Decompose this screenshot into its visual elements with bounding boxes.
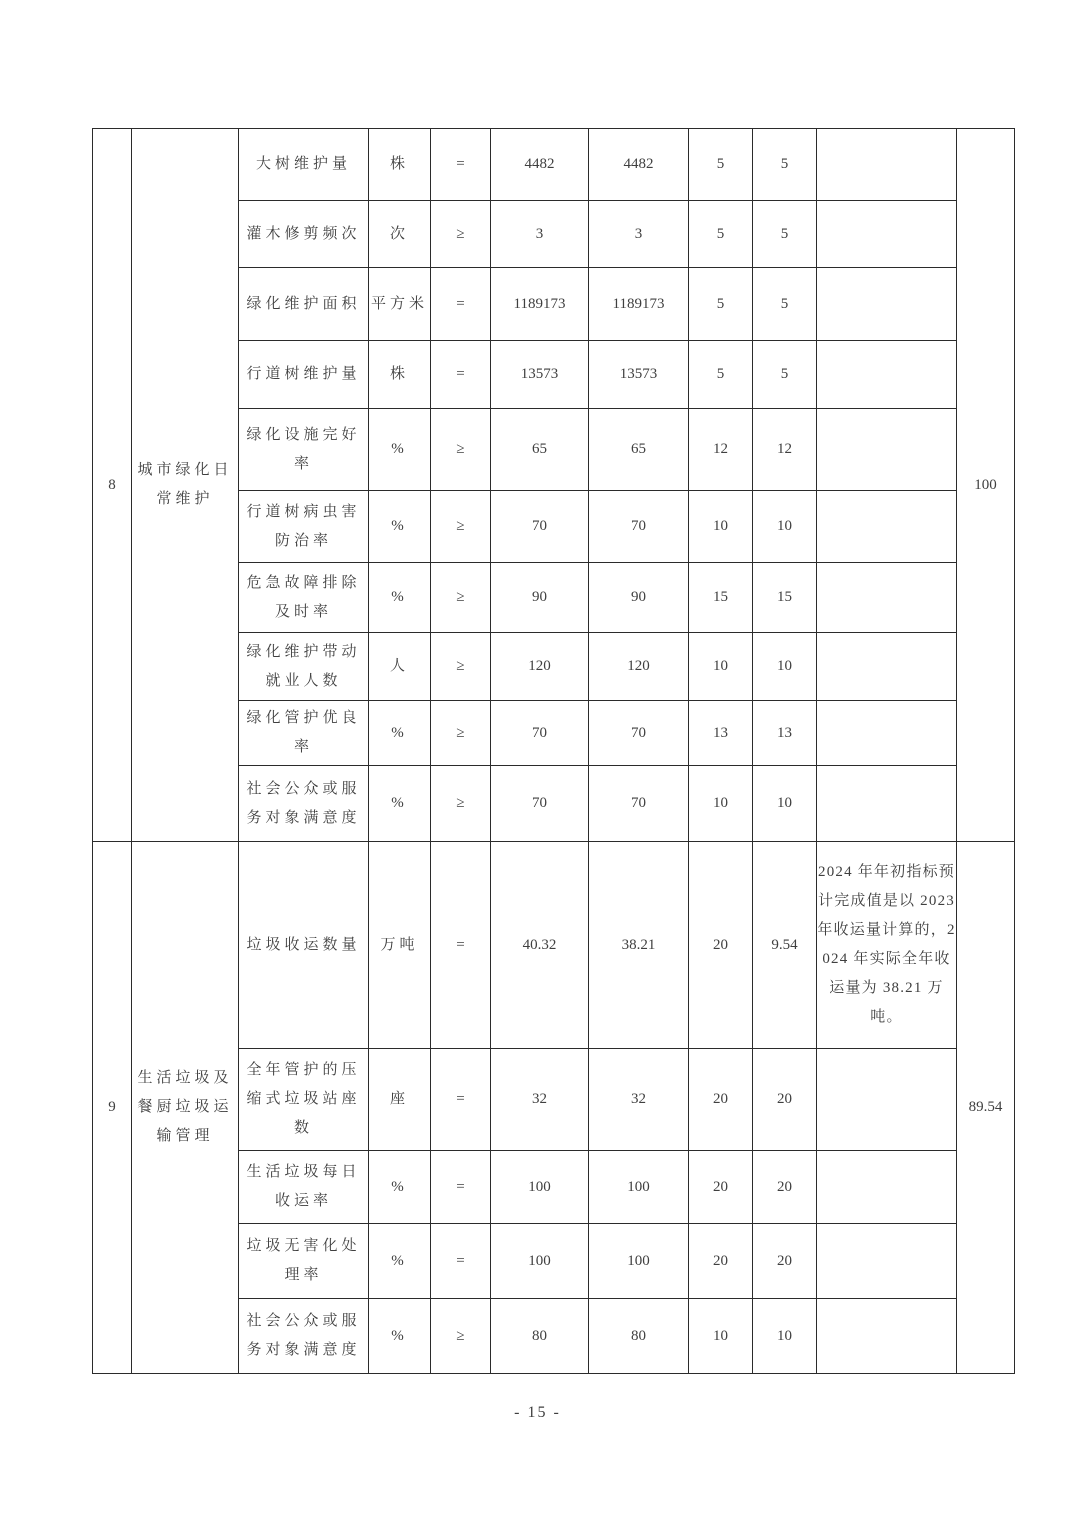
cell-target: 40.32 (491, 842, 589, 1049)
table-row (93, 842, 1015, 1049)
cell-weight: 13 (689, 701, 753, 766)
cell-unit: 万吨 (369, 842, 431, 1049)
cell-target: 70 (491, 701, 589, 766)
cell-score: 10 (753, 1299, 817, 1374)
cell-score: 5 (753, 201, 817, 268)
cell-target: 70 (491, 766, 589, 842)
cell-target: 70 (491, 491, 589, 563)
cell-operator: ≥ (431, 563, 491, 633)
cell-note (817, 129, 957, 201)
cell-project: 城市绿化日常维护 (132, 129, 239, 842)
cell-indicator: 垃圾无害化处理率 (239, 1224, 369, 1299)
cell-weight: 12 (689, 409, 753, 491)
cell-indicator: 绿化设施完好率 (239, 409, 369, 491)
cell-operator: ≥ (431, 409, 491, 491)
cell-score: 5 (753, 341, 817, 409)
cell-operator: = (431, 268, 491, 341)
cell-note (817, 701, 957, 766)
cell-note (817, 1151, 957, 1224)
cell-score: 15 (753, 563, 817, 633)
cell-target: 80 (491, 1299, 589, 1374)
cell-indicator: 行道树维护量 (239, 341, 369, 409)
cell-indicator: 行道树病虫害防治率 (239, 491, 369, 563)
cell-actual: 90 (589, 563, 689, 633)
cell-unit: 平方米 (369, 268, 431, 341)
cell-indicator: 绿化维护面积 (239, 268, 369, 341)
cell-unit: % (369, 766, 431, 842)
cell-operator: ≥ (431, 1299, 491, 1374)
cell-actual: 3 (589, 201, 689, 268)
cell-weight: 20 (689, 1151, 753, 1224)
cell-indicator: 全年管护的压缩式垃圾站座数 (239, 1049, 369, 1151)
cell-weight: 20 (689, 1049, 753, 1151)
cell-operator: = (431, 1224, 491, 1299)
cell-note (817, 766, 957, 842)
cell-serial: 9 (93, 842, 132, 1374)
cell-indicator: 绿化维护带动就业人数 (239, 633, 369, 701)
cell-operator: = (431, 1151, 491, 1224)
cell-actual: 70 (589, 701, 689, 766)
cell-score: 12 (753, 409, 817, 491)
cell-note (817, 563, 957, 633)
cell-actual: 1189173 (589, 268, 689, 341)
cell-unit: 人 (369, 633, 431, 701)
cell-weight: 5 (689, 129, 753, 201)
cell-note (817, 409, 957, 491)
cell-note (817, 633, 957, 701)
cell-operator: = (431, 842, 491, 1049)
cell-unit: % (369, 491, 431, 563)
cell-indicator: 社会公众或服务对象满意度 (239, 766, 369, 842)
cell-project: 生活垃圾及餐厨垃圾运输管理 (132, 842, 239, 1374)
cell-unit: 株 (369, 129, 431, 201)
cell-operator: = (431, 1049, 491, 1151)
cell-score: 20 (753, 1224, 817, 1299)
cell-operator: ≥ (431, 491, 491, 563)
cell-actual: 70 (589, 491, 689, 563)
cell-score: 13 (753, 701, 817, 766)
cell-unit: % (369, 1299, 431, 1374)
cell-operator: ≥ (431, 633, 491, 701)
cell-weight: 20 (689, 842, 753, 1049)
cell-note (817, 341, 957, 409)
cell-actual: 120 (589, 633, 689, 701)
cell-operator: ≥ (431, 766, 491, 842)
cell-serial: 8 (93, 129, 132, 842)
cell-note (817, 268, 957, 341)
table-row (93, 129, 1015, 201)
cell-actual: 4482 (589, 129, 689, 201)
cell-actual: 65 (589, 409, 689, 491)
cell-operator: ≥ (431, 201, 491, 268)
cell-target: 13573 (491, 341, 589, 409)
cell-unit: 次 (369, 201, 431, 268)
cell-note (817, 1049, 957, 1151)
cell-actual: 70 (589, 766, 689, 842)
cell-indicator: 生活垃圾每日收运率 (239, 1151, 369, 1224)
cell-target: 100 (491, 1224, 589, 1299)
cell-score: 10 (753, 633, 817, 701)
cell-unit: 座 (369, 1049, 431, 1151)
cell-unit: % (369, 1151, 431, 1224)
cell-score: 9.54 (753, 842, 817, 1049)
cell-weight: 5 (689, 201, 753, 268)
cell-indicator: 大树维护量 (239, 129, 369, 201)
cell-section-total: 89.54 (957, 842, 1015, 1374)
cell-section-total: 100 (957, 129, 1015, 842)
cell-score: 20 (753, 1151, 817, 1224)
cell-actual: 100 (589, 1224, 689, 1299)
cell-weight: 15 (689, 563, 753, 633)
cell-target: 100 (491, 1151, 589, 1224)
cell-target: 90 (491, 563, 589, 633)
cell-unit: % (369, 1224, 431, 1299)
cell-weight: 10 (689, 1299, 753, 1374)
cell-target: 1189173 (491, 268, 589, 341)
cell-score: 5 (753, 268, 817, 341)
cell-target: 32 (491, 1049, 589, 1151)
cell-operator: ≥ (431, 701, 491, 766)
cell-score: 5 (753, 129, 817, 201)
cell-weight: 5 (689, 341, 753, 409)
performance-table (92, 128, 1015, 1374)
cell-unit: % (369, 409, 431, 491)
cell-note (817, 1224, 957, 1299)
cell-score: 10 (753, 766, 817, 842)
cell-score: 20 (753, 1049, 817, 1151)
cell-target: 65 (491, 409, 589, 491)
cell-actual: 32 (589, 1049, 689, 1151)
cell-unit: 株 (369, 341, 431, 409)
cell-note (817, 491, 957, 563)
cell-note (817, 1299, 957, 1374)
cell-target: 120 (491, 633, 589, 701)
cell-weight: 10 (689, 766, 753, 842)
cell-indicator: 绿化管护优良率 (239, 701, 369, 766)
cell-score: 10 (753, 491, 817, 563)
cell-actual: 80 (589, 1299, 689, 1374)
cell-weight: 5 (689, 268, 753, 341)
cell-operator: = (431, 129, 491, 201)
cell-weight: 10 (689, 633, 753, 701)
cell-weight: 20 (689, 1224, 753, 1299)
cell-weight: 10 (689, 491, 753, 563)
cell-indicator: 社会公众或服务对象满意度 (239, 1299, 369, 1374)
cell-operator: = (431, 341, 491, 409)
cell-unit: % (369, 701, 431, 766)
page-number: - 15 - (514, 1404, 561, 1421)
cell-indicator: 垃圾收运数量 (239, 842, 369, 1049)
cell-note: 2024 年年初指标预计完成值是以 2023 年收运量计算的，2024 年实际全年收运量为 38.21 万吨。 (817, 842, 957, 1049)
cell-indicator: 灌木修剪频次 (239, 201, 369, 268)
cell-actual: 13573 (589, 341, 689, 409)
cell-unit: % (369, 563, 431, 633)
cell-actual: 38.21 (589, 842, 689, 1049)
cell-indicator: 危急故障排除及时率 (239, 563, 369, 633)
cell-target: 3 (491, 201, 589, 268)
cell-actual: 100 (589, 1151, 689, 1224)
cell-target: 4482 (491, 129, 589, 201)
cell-note (817, 201, 957, 268)
